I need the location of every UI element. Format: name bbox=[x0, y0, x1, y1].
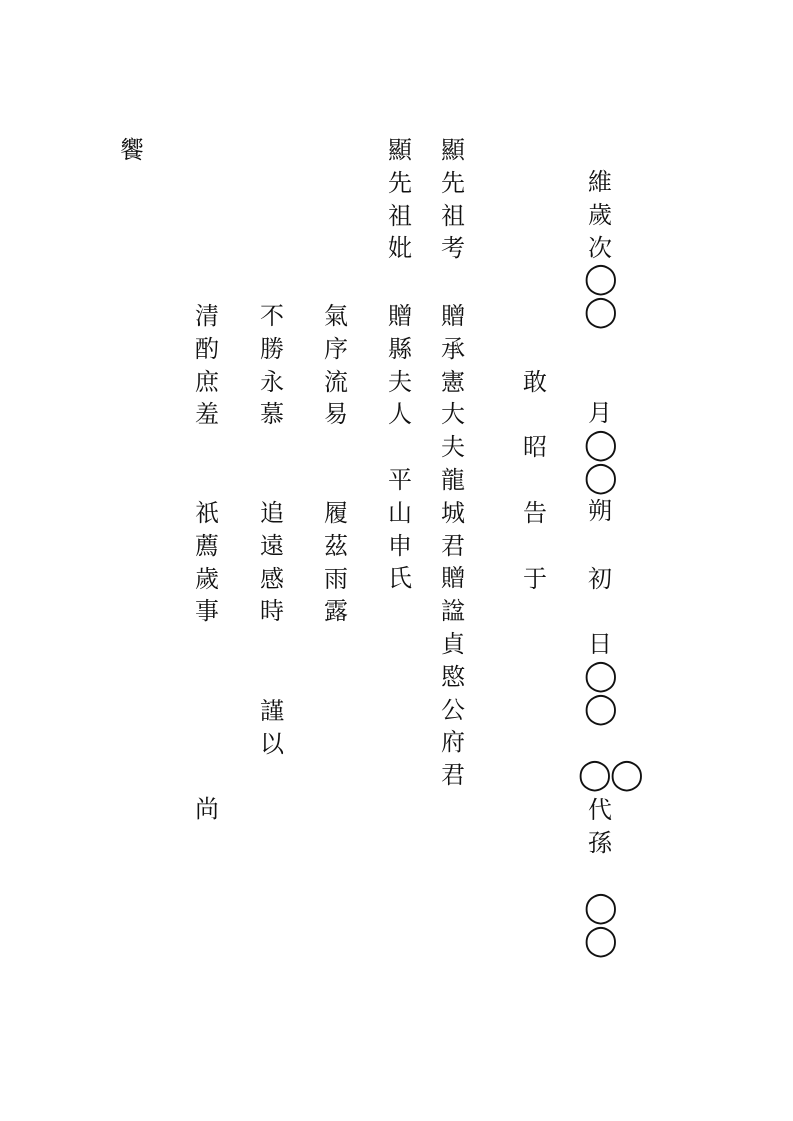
text-glyph: 祇 bbox=[195, 499, 219, 527]
text-glyph: 不 bbox=[260, 302, 284, 330]
text-glyph: 酌 bbox=[195, 334, 219, 363]
text-column-to bbox=[519, 563, 551, 596]
text-column-clearly bbox=[519, 431, 551, 464]
text-glyph: 露 bbox=[324, 597, 348, 626]
text-glyph: 月 bbox=[588, 399, 612, 427]
text-glyph: 茲 bbox=[324, 531, 348, 560]
blank-placeholder-circle: ◯ bbox=[610, 757, 644, 792]
text-glyph: 氣 bbox=[324, 302, 348, 330]
text-glyph: 大 bbox=[441, 400, 465, 429]
text-column-seasons bbox=[320, 300, 352, 431]
text-glyph: 孫 bbox=[588, 828, 612, 857]
text-glyph: 永 bbox=[260, 367, 284, 396]
text-glyph: 慕 bbox=[260, 400, 284, 429]
text-column-longing bbox=[256, 300, 288, 431]
text-glyph: 贈 bbox=[388, 302, 412, 330]
text-column-dew bbox=[320, 497, 352, 628]
blank-placeholder-circle: ◯ bbox=[584, 890, 618, 925]
text-column-date bbox=[584, 166, 616, 330]
text-glyph: 妣 bbox=[388, 234, 412, 263]
text-glyph: 祖 bbox=[388, 201, 412, 230]
text-column-grandmother bbox=[384, 134, 416, 265]
text-glyph: 代 bbox=[588, 796, 612, 824]
text-column-partake bbox=[116, 134, 148, 167]
text-glyph: 于 bbox=[523, 565, 547, 593]
text-glyph: 清 bbox=[195, 302, 219, 330]
text-glyph: 次 bbox=[588, 233, 612, 262]
text-glyph: 尚 bbox=[195, 795, 219, 823]
blank-placeholder-circle: ◯ bbox=[584, 294, 618, 330]
text-glyph: 夫 bbox=[388, 367, 412, 396]
text-glyph: 羞 bbox=[195, 400, 219, 429]
text-glyph: 感 bbox=[260, 564, 284, 593]
text-column-dare bbox=[519, 366, 551, 399]
text-glyph: 追 bbox=[260, 499, 284, 527]
text-glyph: 時 bbox=[260, 597, 284, 626]
text-column-grandmother-title bbox=[384, 300, 416, 431]
text-column-may bbox=[191, 793, 223, 826]
text-glyph: 歲 bbox=[588, 200, 612, 229]
text-glyph: 以 bbox=[260, 729, 284, 758]
text-glyph: 貞 bbox=[441, 629, 465, 658]
text-column-month bbox=[584, 397, 616, 528]
text-glyph: 祖 bbox=[441, 201, 465, 230]
text-glyph: 勝 bbox=[260, 334, 284, 363]
text-glyph: 城 bbox=[441, 498, 465, 527]
text-glyph: 公 bbox=[441, 695, 465, 724]
text-glyph: 愍 bbox=[441, 662, 465, 691]
text-glyph: 庶 bbox=[195, 367, 219, 396]
text-glyph: 先 bbox=[441, 168, 465, 197]
blank-placeholder-circle: ◯ bbox=[584, 459, 618, 495]
text-glyph: 夫 bbox=[441, 433, 465, 462]
text-glyph: 敢 bbox=[523, 368, 547, 396]
text-glyph: 日 bbox=[588, 630, 612, 658]
text-glyph: 歲 bbox=[195, 564, 219, 593]
text-glyph: 人 bbox=[388, 400, 412, 429]
text-column-announce bbox=[519, 497, 551, 530]
text-glyph: 諡 bbox=[441, 597, 465, 626]
text-glyph: 君 bbox=[441, 761, 465, 790]
text-glyph: 龍 bbox=[441, 465, 465, 494]
text-glyph: 履 bbox=[324, 499, 348, 527]
blank-placeholder-circle: ◯ bbox=[578, 757, 612, 792]
text-glyph: 告 bbox=[523, 499, 547, 527]
blank-placeholder-circle: ◯ bbox=[584, 657, 618, 693]
text-glyph: 序 bbox=[324, 334, 348, 363]
text-glyph: 謹 bbox=[260, 697, 284, 725]
text-glyph: 顯 bbox=[441, 136, 465, 164]
blank-placeholder-circle: ◯ bbox=[584, 426, 618, 462]
text-glyph: 贈 bbox=[441, 564, 465, 593]
text-column-respectfully bbox=[256, 695, 288, 761]
text-glyph: 饗 bbox=[120, 136, 144, 164]
text-column-name bbox=[584, 890, 618, 959]
text-column-remembrance bbox=[256, 497, 288, 628]
text-column-day bbox=[584, 628, 616, 726]
text-column-annual-rite bbox=[191, 497, 223, 628]
blank-placeholder-circle: ◯ bbox=[584, 690, 618, 726]
text-column-day-first bbox=[584, 563, 616, 596]
text-glyph: 朔 bbox=[588, 497, 612, 526]
text-glyph: 雨 bbox=[324, 564, 348, 593]
text-glyph: 府 bbox=[441, 728, 465, 757]
text-glyph: 遠 bbox=[260, 531, 284, 560]
text-glyph: 平 bbox=[388, 466, 412, 494]
text-column-grandfather bbox=[437, 134, 469, 265]
text-glyph: 縣 bbox=[388, 334, 412, 363]
text-column-name-placeholder bbox=[578, 757, 644, 793]
text-glyph: 憲 bbox=[441, 367, 465, 396]
text-glyph: 薦 bbox=[195, 531, 219, 560]
text-column-grandfather-title bbox=[437, 300, 469, 792]
text-column-offerings bbox=[191, 300, 223, 431]
text-glyph: 山 bbox=[388, 498, 412, 527]
text-glyph: 君 bbox=[441, 531, 465, 560]
text-glyph: 流 bbox=[324, 367, 348, 396]
text-glyph: 承 bbox=[441, 334, 465, 363]
text-glyph: 初 bbox=[588, 565, 612, 593]
text-glyph: 昭 bbox=[523, 433, 547, 461]
text-glyph: 氏 bbox=[388, 564, 412, 593]
blank-placeholder-circle: ◯ bbox=[584, 261, 618, 297]
text-glyph: 易 bbox=[324, 400, 348, 429]
text-glyph: 申 bbox=[388, 531, 412, 560]
text-glyph: 顯 bbox=[388, 136, 412, 164]
text-column-grandmother-clan bbox=[384, 464, 416, 595]
text-column-descendant bbox=[584, 794, 616, 860]
text-glyph: 事 bbox=[195, 597, 219, 626]
text-glyph: 維 bbox=[588, 168, 612, 196]
text-glyph: 先 bbox=[388, 168, 412, 197]
text-glyph: 考 bbox=[441, 234, 465, 263]
blank-placeholder-circle: ◯ bbox=[584, 922, 618, 958]
text-glyph: 贈 bbox=[441, 302, 465, 330]
